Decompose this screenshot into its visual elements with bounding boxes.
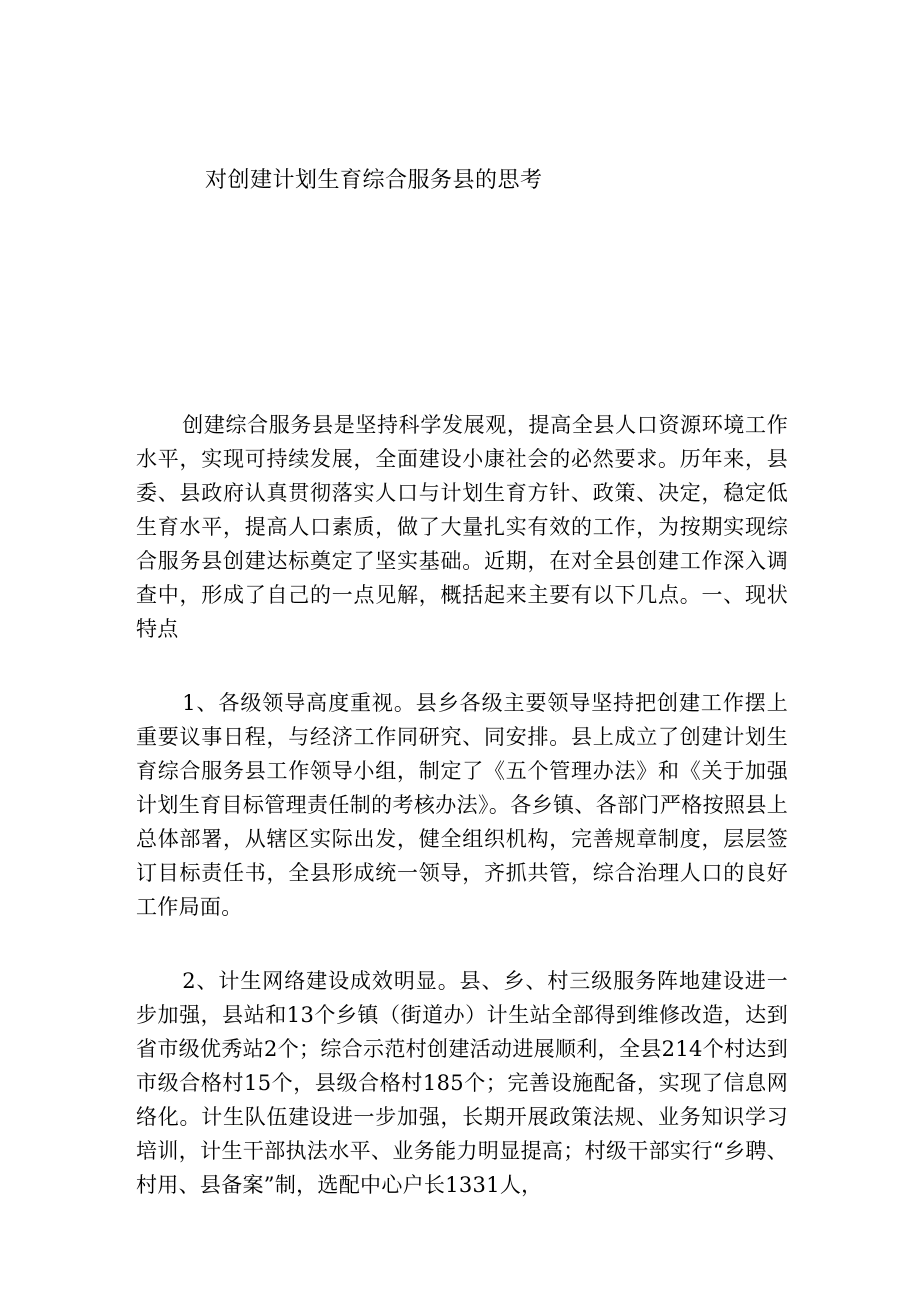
document-body <box>136 408 788 1242</box>
paragraph-leadership: 1、各级领导高度重视。县乡各级主要领导坚持把创建工作摆上重要议事日程，与经济工作同研究、同安排。县上成立了创建计划生育综合服务县工作领导小组，制定了《五个管理办法》和《关于加强计划生育目标管理责任制的考核办法》。各乡镇、各部门严格按照县上总体部署，从辖区实际出发，健全组织机构，完善规章制度，层层签订目标责任书，全县形成统一领导，齐抓共管，综合治理人口的良好工作局面。 <box>136 691 788 919</box>
document-title: 对创建计划生育综合服务县的思考 <box>205 168 543 193</box>
paragraph-intro: 创建综合服务县是坚持科学发展观，提高全县人口资源环境工作水平，实现可持续发展，全面建设小康社会的必然要求。历年来，县委、县政府认真贯彻落实人口与计划生育方针、政策、决定，稳定低生育水平，提高人口素质，做了大量扎实有效的工作，为按期实现综合服务县创建达标奠定了坚实基础。近期，在对全县创建工作深入调查中，形成了自己的一点见解，概括起来主要有以下几点。一、现状特点 <box>136 413 788 641</box>
paragraph-network: 2、计生网络建设成效明显。县、乡、村三级服务阵地建设进一步加强，县站和13个乡镇（街道办）计生站全部得到维修改造，达到省市级优秀站2个；综合示范村创建活动进展顺利，全县214个村达到市级合格村15个，县级合格村185个；完善设施配备，实现了信息网络化。计生队伍建设进一步加强，长期开展政策法规、业务知识学习培训，计生干部执法水平、业务能力明显提高；村级干部实行“乡聘、村用、县备案”制，选配中心户长1331人， <box>136 969 788 1197</box>
